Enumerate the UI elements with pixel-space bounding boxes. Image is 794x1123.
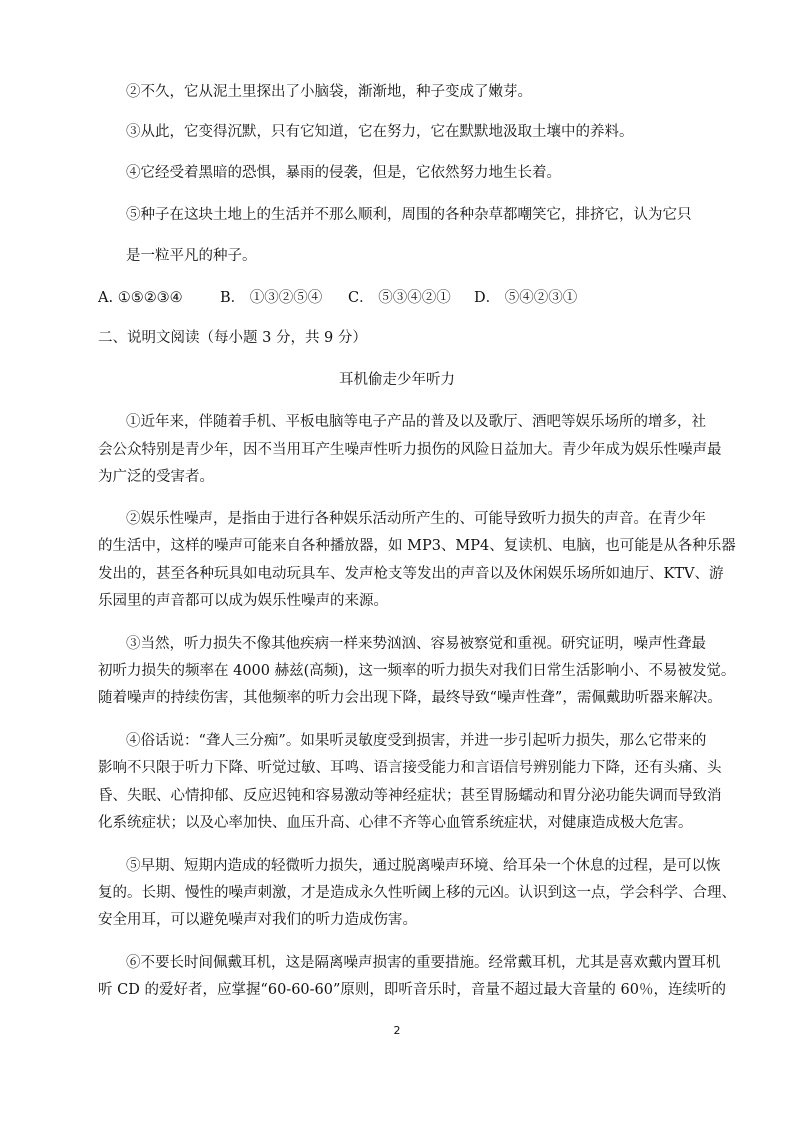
article-line: 发出的，甚至各种玩具如电动玩具车、发声枪支等发出的声音以及休闲娱乐场所如迪厅、KTV、游 [98, 566, 724, 582]
sentence-5-cont: 是一粒平凡的种子。 [126, 248, 257, 264]
article-line: ③当然，听力损失不像其他疾病一样来势汹汹、容易被察觉和重视。研究证明，噪声性聋最 [126, 636, 706, 652]
article-line: ⑥不要长时间佩戴耳机，这是隔离噪声损害的重要措施。经常戴耳机，尤其是喜欢戴内置耳机 [126, 955, 721, 971]
article-line: 为广泛的受害者。 [98, 469, 214, 485]
sentence-2: ②不久，它从泥土里探出了小脑袋，渐渐地，种子变成了嫩芽。 [126, 84, 532, 100]
option-a: A. ①⑤②③④ [98, 290, 183, 306]
option-c: C． ⑤③④②① [348, 290, 451, 306]
page-number: 2 [393, 1024, 401, 1037]
article-line: 会公众特别是青少年，因不当用耳产生噪声性听力损伤的风险日益加大。青少年成为娱乐性噪声最 [98, 442, 722, 458]
article-line: 昏、失眠、心情抑郁、反应迟钝和容易激动等神经症状；甚至胃肠蠕动和胃分泌功能失调而导致消 [98, 788, 722, 804]
sentence-3: ③从此，它变得沉默，只有它知道，它在努力，它在默默地汲取土壤中的养料。 [126, 124, 634, 140]
article-line: 听 CD 的爱好者，应掌握“60-60-60”原则，即听音乐时，音量不超过最大音量的 60％，连续听的 [98, 982, 726, 998]
article-line: 复的。长期、慢性的噪声刺激，才是造成永久性听阈上移的元凶。认识到这一点，学会科学、合理、 [98, 885, 736, 901]
article-line: 初听力损失的频率在 4000 赫兹(高频)，这一频率的听力损失对我们日常生活影响小、不易被发觉。 [98, 663, 736, 679]
article-line: ②娱乐性噪声，是指由于进行各种娱乐活动所产生的、可能导致听力损失的声音。在青少年 [126, 511, 706, 527]
article-line: 化系统症状；以及心率加快、血压升高、心律不齐等心血管系统症状，对健康造成极大危害。 [98, 815, 693, 831]
article-title: 耳机偷走少年听力 [339, 372, 455, 388]
option-b: B． ①③②⑤④ [220, 290, 323, 306]
article-line: 乐园里的声音都可以成为娱乐性噪声的来源。 [98, 593, 388, 609]
article-line: 影响不只限于听力下降、听觉过敏、耳鸣、语言接受能力和言语信号辨别能力下降，还有头痛、头 [98, 760, 722, 776]
article-line: ⑤早期、短期内造成的轻微听力损失，通过脱离噪声环境、给耳朵一个休息的过程，是可以恢 [126, 858, 721, 874]
article-line: ④俗话说：“聋人三分痴”。如果听灵敏度受到损害，并进一步引起听力损失，那么它带来的 [126, 733, 707, 749]
sentence-5: ⑤种子在这块土地上的生活并不那么顺利，周围的各种杂草都嘲笑它，排挤它，认为它只 [126, 207, 692, 223]
article-line: 的生活中，这样的噪声可能来自各种播放器，如 MP3、MP4、复读机、电脑，也可能是从各种乐器 [98, 538, 736, 554]
sentence-4: ④它经受着黑暗的恐惧，暴雨的侵袭，但是，它依然努力地生长着。 [126, 165, 561, 181]
section-heading: 二、说明文阅读（每小题 3 分，共 9 分） [98, 330, 367, 346]
article-line: 安全用耳，可以避免噪声对我们的听力造成伤害。 [98, 912, 417, 928]
option-d: D． ⑤④②③① [474, 290, 578, 306]
article-line: 随着噪声的持续伤害，其他频率的听力会出现下降，最终导致“噪声性聋”，需佩戴助听器来解决。 [98, 690, 722, 706]
article-line: ①近年来，伴随着手机、平板电脑等电子产品的普及以及歌厅、酒吧等娱乐场所的增多，社 [126, 414, 706, 430]
